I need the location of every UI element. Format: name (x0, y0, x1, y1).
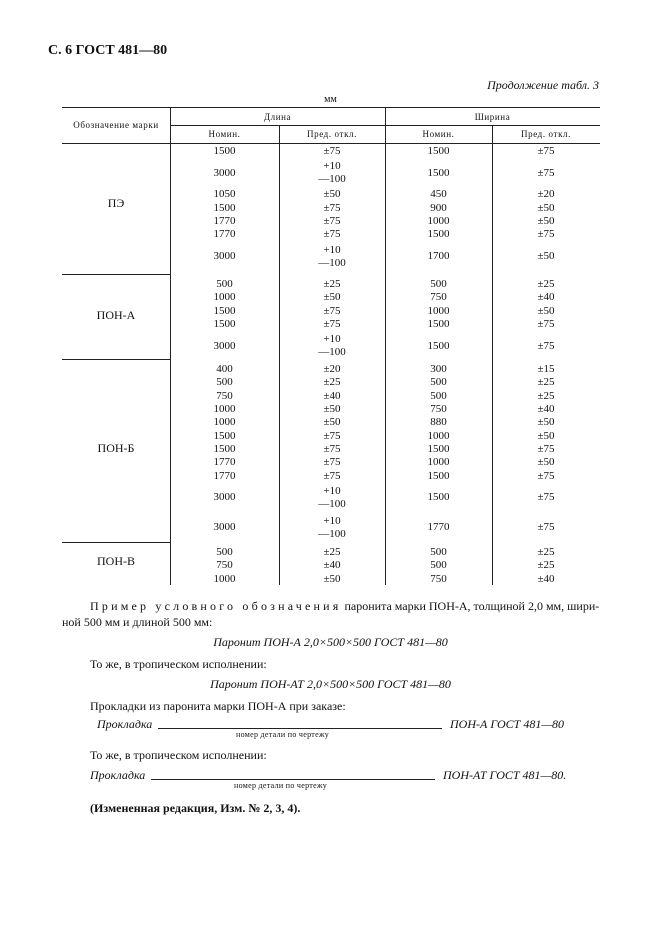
cell-length-deviation: +10 —100 (318, 484, 346, 510)
cell-width-deviation: ±20 (537, 188, 555, 201)
cell-length-deviation: ±75 (323, 145, 341, 158)
table-continuation-label: Продолжение табл. 3 (487, 78, 599, 92)
amendment-note: (Измененная редакция, Изм. № 2, 3, 4). (90, 801, 301, 815)
cell-width-deviation: ±50 (537, 456, 555, 469)
part-number-caption-1: номер детали по чертежу (236, 730, 330, 739)
header-length: Длина (263, 112, 292, 122)
cell-width-nominal: 500 (430, 376, 447, 389)
cell-length-deviation: ±50 (323, 572, 341, 585)
header-length-nominal: Номин. (208, 129, 241, 139)
cell-length-deviation: ±40 (323, 389, 341, 402)
cell-length-deviation: +10 —100 (318, 514, 346, 540)
cell-length-nominal: 1500 (213, 429, 236, 442)
mark-label: ПОН-В (97, 553, 135, 568)
cell-length-deviation: ±75 (323, 429, 341, 442)
cell-width-deviation: ±40 (537, 291, 555, 304)
table-top-rule (62, 107, 600, 108)
cell-width-deviation: ±75 (537, 318, 555, 331)
cell-length-nominal: 1500 (213, 304, 236, 317)
cell-length-nominal: 750 (216, 559, 233, 572)
cell-width-nominal: 500 (430, 546, 447, 559)
cell-width-nominal: 750 (430, 291, 447, 304)
group-separator (62, 274, 170, 275)
cell-length-nominal: 1500 (213, 442, 236, 455)
cell-width-deviation: ±50 (537, 429, 555, 442)
cell-length-deviation: ±75 (323, 304, 341, 317)
cell-width-nominal: 1500 (427, 228, 450, 241)
cell-width-nominal: 1500 (427, 469, 450, 482)
cell-width-deviation: ±75 (537, 166, 555, 179)
cell-width-nominal: 450 (430, 188, 447, 201)
cell-width-nominal: 500 (430, 389, 447, 402)
cell-length-deviation: ±25 (323, 376, 341, 389)
cell-length-nominal: 1770 (213, 469, 236, 482)
group-separator (62, 542, 170, 543)
header-width-deviation: Пред. откл. (521, 129, 571, 139)
header-length-deviation: Пред. откл. (307, 129, 357, 139)
cell-width-nominal: 750 (430, 403, 447, 416)
tropical-text-2: То же, в тропическом исполнении: (90, 748, 267, 762)
cell-length-deviation: ±50 (323, 403, 341, 416)
cell-length-deviation: ±75 (323, 442, 341, 455)
part-number-blank-2 (151, 779, 435, 780)
cell-width-nominal: 1500 (427, 166, 450, 179)
mark-label: ПОН-Б (97, 440, 135, 455)
cell-width-nominal: 300 (430, 363, 447, 376)
cell-width-nominal: 1500 (427, 145, 450, 158)
cell-length-nominal: 500 (216, 376, 233, 389)
cell-length-deviation: ±75 (323, 201, 341, 214)
cell-length-nominal: 1500 (213, 201, 236, 214)
header-width: Ширина (474, 112, 511, 122)
cell-width-nominal: 1000 (427, 429, 450, 442)
cell-width-deviation: ±40 (537, 572, 555, 585)
example-text-line2: ной 500 мм и длиной 500 мм: (62, 615, 213, 629)
cell-width-nominal: 1000 (427, 456, 450, 469)
cell-width-deviation: ±75 (537, 491, 555, 504)
cell-width-nominal: 900 (430, 201, 447, 214)
cell-width-nominal: 880 (430, 416, 447, 429)
cell-width-nominal: 1500 (427, 318, 450, 331)
cell-length-deviation: +10 —100 (318, 333, 346, 359)
gasket-suffix-1: ПОН-А ГОСТ 481—80 (450, 717, 565, 731)
cell-width-deviation: ±25 (537, 389, 555, 402)
cell-width-nominal: 1500 (427, 491, 450, 504)
example-lead: Пример условного обозначения (90, 599, 342, 613)
cell-width-deviation: ±75 (537, 145, 555, 158)
cell-length-nominal: 1770 (213, 215, 236, 228)
cell-length-deviation: ±75 (323, 228, 341, 241)
gasket-word-2: Прокладка (90, 768, 146, 782)
cell-length-nominal: 1000 (213, 403, 236, 416)
part-number-blank-1 (158, 728, 442, 729)
cell-length-nominal: 1000 (213, 416, 236, 429)
cell-length-nominal: 1770 (213, 228, 236, 241)
cell-length-deviation: +10 —100 (318, 243, 346, 269)
designation-2: Паронит ПОН-АТ 2,0×500×500 ГОСТ 481—80 (210, 677, 451, 691)
designation-1: Паронит ПОН-А 2,0×500×500 ГОСТ 481—80 (213, 635, 448, 649)
cell-length-nominal: 3000 (213, 521, 236, 534)
cell-length-deviation: ±75 (323, 469, 341, 482)
header-width-nominal: Номин. (422, 129, 455, 139)
cell-width-deviation: ±75 (537, 469, 555, 482)
cell-width-deviation: ±50 (537, 416, 555, 429)
cell-length-deviation: ±40 (323, 559, 341, 572)
header-mark: Обозначение марки (73, 120, 159, 130)
cell-width-deviation: ±75 (537, 228, 555, 241)
cell-length-nominal: 1500 (213, 318, 236, 331)
cell-width-nominal: 1770 (427, 521, 450, 534)
cell-length-nominal: 3000 (213, 339, 236, 352)
part-number-caption-2: номер детали по чертежу (234, 781, 328, 790)
cell-width-deviation: ±50 (537, 304, 555, 317)
cell-width-deviation: ±75 (537, 442, 555, 455)
tropical-text-1: То же, в тропическом исполнении: (90, 657, 267, 671)
cell-width-nominal: 1000 (427, 215, 450, 228)
table-header-bottom-rule (62, 143, 600, 144)
example-text: паронита марки ПОН-А, толщиной 2,0 мм, шири- (341, 599, 600, 613)
cell-length-nominal: 1770 (213, 456, 236, 469)
gasket-suffix-2: ПОН-АТ ГОСТ 481—80. (443, 768, 567, 782)
cell-width-nominal: 500 (430, 278, 447, 291)
cell-width-deviation: ±25 (537, 376, 555, 389)
unit-label: мм (324, 94, 337, 105)
example-paragraph (90, 598, 610, 614)
cell-length-deviation: ±50 (323, 416, 341, 429)
cell-length-deviation: ±50 (323, 188, 341, 201)
cell-length-deviation: ±75 (323, 318, 341, 331)
cell-length-deviation: ±50 (323, 291, 341, 304)
cell-length-nominal: 400 (216, 363, 233, 376)
cell-length-nominal: 500 (216, 546, 233, 559)
cell-length-nominal: 3000 (213, 491, 236, 504)
gasket-word-1: Прокладка (97, 717, 153, 731)
cell-length-deviation: ±25 (323, 278, 341, 291)
cell-length-nominal: 3000 (213, 250, 236, 262)
gaskets-text: Прокладки из паронита марки ПОН-А при заказе: (90, 699, 346, 713)
cell-length-nominal: 1000 (213, 572, 236, 585)
mark-label: ПОН-А (96, 307, 136, 322)
cell-width-nominal: 750 (430, 572, 447, 585)
cell-width-deviation: ±75 (537, 521, 555, 534)
cell-width-nominal: 1500 (427, 442, 450, 455)
group-separator (62, 359, 170, 360)
cell-width-deviation: ±75 (537, 339, 555, 352)
cell-length-nominal: 500 (216, 278, 233, 291)
cell-length-deviation: ±25 (323, 546, 341, 559)
page-header: С. 6 ГОСТ 481—80 (48, 43, 168, 58)
cell-width-deviation: ±40 (537, 403, 555, 416)
cell-width-nominal: 500 (430, 559, 447, 572)
cell-width-nominal: 1000 (427, 304, 450, 317)
cell-length-deviation: ±75 (323, 456, 341, 469)
cell-width-deviation: ±25 (537, 278, 555, 291)
cell-width-deviation: ±50 (537, 250, 555, 262)
cell-length-nominal: 750 (216, 389, 233, 402)
cell-length-nominal: 1000 (213, 291, 236, 304)
cell-width-deviation: ±50 (537, 215, 555, 228)
cell-width-nominal: 1700 (427, 250, 450, 262)
cell-width-nominal: 1500 (427, 339, 450, 352)
cell-width-deviation: ±15 (537, 363, 555, 376)
cell-width-deviation: ±25 (537, 546, 555, 559)
cell-length-nominal: 1500 (213, 145, 236, 158)
mark-label: ПЭ (107, 196, 125, 211)
cell-width-deviation: ±25 (537, 559, 555, 572)
cell-length-deviation: ±75 (323, 215, 341, 228)
cell-length-nominal: 1050 (213, 188, 236, 201)
cell-length-deviation: +10 —100 (318, 160, 346, 186)
cell-length-nominal: 3000 (213, 166, 236, 179)
cell-length-deviation: ±20 (323, 363, 341, 376)
cell-width-deviation: ±50 (537, 201, 555, 214)
